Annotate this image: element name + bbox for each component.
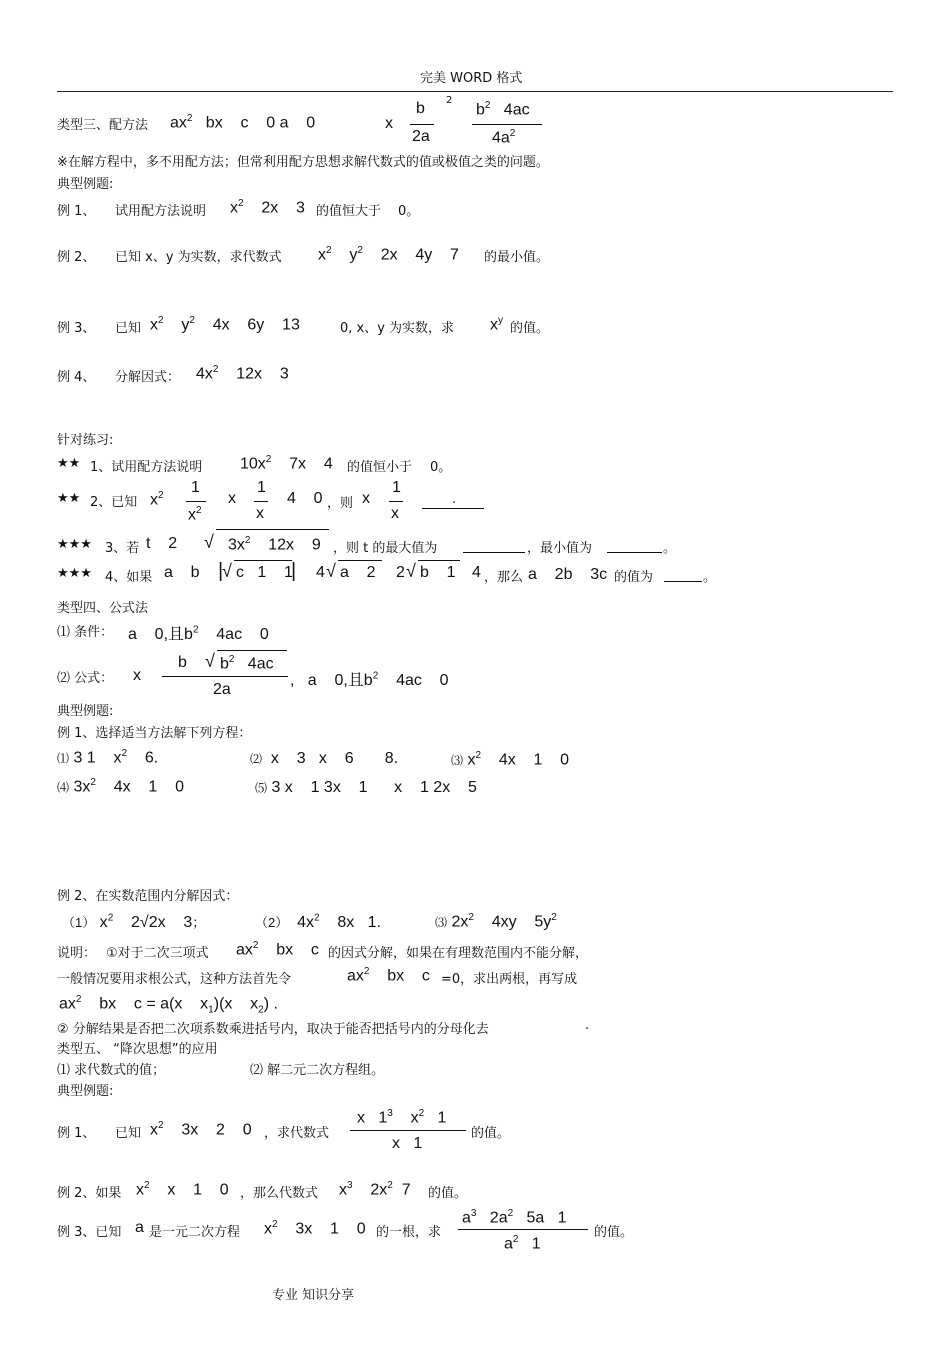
formula: , a 0,且$b^2$ 4ac 0 (290, 670, 449, 689)
example-text: 的值。 (471, 1126, 511, 1141)
equation-5: ⑸ 3 x 1 3x 1 x 1 2x 5 (255, 779, 477, 796)
formula: $ax^2$ bx c 0 a 0 (170, 113, 316, 132)
fraction-bar (389, 501, 403, 502)
stars: ★★★ (57, 566, 92, 581)
practice-text: ，最小值为 (527, 541, 593, 556)
formula: b (416, 100, 425, 117)
formula: b 1 (420, 564, 456, 581)
example-text: 的最小值。 (484, 250, 550, 265)
example-text: 的一根，求 (376, 1225, 442, 1240)
page-header: 完美 WORD 格式 (420, 71, 523, 86)
fraction-bar (186, 501, 206, 502)
fraction-bar (472, 124, 542, 125)
formula: x (385, 115, 393, 132)
radical-bar (338, 560, 382, 561)
radical-sign: √ (205, 651, 215, 671)
section-title: 类型五、 “降次思想”的应用 (57, 1042, 218, 1057)
stars: ★★★ (57, 537, 92, 552)
note-text: =0，求出两根，再写成 (441, 972, 578, 987)
formula: a 2 (340, 564, 376, 581)
example-label: 例 3、已知 (57, 1225, 122, 1240)
formula: | (218, 560, 224, 582)
fraction-bar (410, 124, 434, 125)
example-text: 的值。 (594, 1225, 634, 1240)
practice-text: 4、如果 (105, 570, 153, 585)
practice-text: ，那么 (484, 570, 524, 585)
formula: $b^2$ 4ac (220, 654, 274, 673)
page-footer: 专业 知识分享 (272, 1288, 355, 1303)
formula: x (362, 490, 370, 507)
example-text: 0。 (398, 204, 420, 219)
equation-4: ⑷ $3x^2$ 4x 1 0 (57, 777, 184, 796)
practice-text: 。 (703, 570, 717, 585)
answer-blank[interactable] (422, 508, 484, 509)
formula: 4 0 (287, 490, 323, 507)
formula: t 2 (146, 535, 178, 552)
note-text: 一般情况要用求根公式，这种方法首先令 (57, 972, 292, 987)
formula: $x^2$ 3x 1 0 (264, 1219, 366, 1238)
note-text: ② 分解结果是否把二次项系数乘进括号内，取决于能否把括号内的分母化去 (57, 1022, 489, 1037)
formula: x (391, 505, 399, 522)
note-text: ①对于二次三项式 (106, 946, 209, 961)
formula: 1 (392, 479, 401, 496)
practice-heading: 针对练习: (57, 433, 114, 448)
formula: $ax^2$ bx c (236, 940, 319, 959)
formula: $x^2$ $y^2$ 2x 4y 7 (318, 245, 459, 264)
example-label: 例 2、如果 (57, 1186, 122, 1201)
example-text: 分解因式： (115, 370, 181, 385)
practice-text: ，则 (327, 496, 354, 511)
note-label: 说明： (57, 946, 97, 961)
header-rule (57, 91, 893, 92)
examples-heading: 典型例题: (57, 1084, 114, 1099)
radical-sign: √ (204, 532, 214, 552)
formula: c 1 1 (236, 564, 293, 581)
fraction-bar (162, 676, 288, 677)
practice-text: ，则 t 的最大值为 (333, 541, 438, 556)
formula: $ax^2$ bx c = a(x $x_1)(x$ $x_2$) . (59, 994, 278, 1016)
formula: a 0,且$b^2$ 4ac 0 (128, 624, 269, 643)
radical-bar (418, 560, 460, 561)
formula: $x^2$ (150, 490, 164, 509)
equation-2: ⑵ x 3 x 6 8. (250, 750, 399, 767)
answer-blank[interactable] (664, 581, 702, 582)
formula: a b (164, 564, 200, 581)
formula: $a^2$ 1 (504, 1234, 541, 1253)
example-label: 例 2、 (57, 250, 96, 265)
application-item: ⑵ 解二元二次方程组。 (250, 1063, 385, 1078)
stars: ★★ (57, 456, 81, 471)
formula: 2a (213, 681, 231, 698)
formula: 2 (396, 564, 405, 581)
formula: $x^2$ (188, 505, 202, 524)
note-text: 的因式分解，如果在有理数范围内不能分解， (328, 946, 589, 961)
radical-bar (234, 560, 292, 561)
example-text: 的值。 (510, 321, 550, 336)
practice-text: 2、已知 (90, 495, 138, 510)
example-text: 的值恒大于 (316, 204, 382, 219)
formula: $x^2$ x 1 0 (136, 1180, 229, 1199)
fraction-bar (458, 1229, 588, 1230)
formula: x 1 (392, 1135, 423, 1152)
stars: ★★ (57, 491, 81, 506)
example-label: 例 4、 (57, 370, 96, 385)
practice-text: 。 (663, 541, 677, 556)
practice-text: 1、试用配方法说明 (90, 460, 203, 475)
examples-heading: 典型例题: (57, 704, 114, 719)
formula: 1 (257, 479, 266, 496)
formula: $4a^2$ (492, 128, 516, 147)
condition-label: ⑴ 条件： (57, 625, 114, 640)
example-text: 已知 (115, 1126, 142, 1141)
formula: 1 (191, 479, 200, 496)
factor-2: （2） $4x^2$ 8x 1. (255, 912, 381, 931)
formula: 4 (316, 564, 325, 581)
formula: x (256, 505, 264, 522)
formula: 2 (446, 95, 453, 106)
radical-sign: √ (326, 561, 336, 581)
formula: $3x^2$ 12x 9 (228, 535, 321, 554)
example-label: 例 1、 (57, 1126, 96, 1141)
practice-text: 3、若 (105, 541, 140, 556)
example-text: 已知 x、y 为实数，求代数式 (115, 250, 282, 265)
example-label: 例 3、 (57, 321, 96, 336)
example-text: 是一元二次方程 (149, 1225, 241, 1240)
formula: 4 (472, 564, 481, 581)
example-title: 例 2、在实数范围内分解因式： (57, 889, 239, 904)
formula: | (291, 560, 297, 582)
example-text: ，那么代数式 (240, 1186, 319, 1201)
equation-3: ⑶ $x^2$ 4x 1 0 (451, 750, 570, 769)
formula: a 2b 3c (528, 566, 608, 583)
example-text: ，求代数式 (264, 1126, 330, 1141)
example-text: 已知 (115, 321, 142, 336)
example-text: 0, x、y 为实数，求 (340, 321, 455, 336)
section-title: 类型三、配方法 (57, 118, 149, 133)
formula: x (133, 667, 141, 684)
formula: $b^2$ 4ac (476, 100, 530, 119)
formula: $4x^2$ 12x 3 (196, 364, 289, 383)
example-label: 例 1、 (57, 204, 96, 219)
formula: $x^2$ 3x 2 0 (150, 1120, 252, 1139)
formula: x $1^3$ $x^2$ 1 (357, 1108, 447, 1127)
fraction-bar (350, 1130, 466, 1131)
formula: $x^3$ $2x^2$ 7 (339, 1180, 411, 1199)
practice-text: 的值恒小于 (347, 460, 413, 475)
formula: $a^3$ $2a^2$ 5a 1 (462, 1208, 567, 1227)
practice-text: . (452, 492, 457, 507)
application-item: ⑴ 求代数式的值； (57, 1063, 166, 1078)
examples-heading: 典型例题: (57, 177, 114, 192)
radical-sign: √ (222, 561, 232, 581)
example-text: 试用配方法说明 (115, 204, 207, 219)
note: ※在解方程中，多不用配方法；但常利用配方思想求解代数式的值或极值之类的问题。 (57, 155, 549, 170)
formula-label: ⑵ 公式： (57, 671, 114, 686)
formula: $x^2$ $y^2$ 4x 6y 13 (150, 315, 300, 334)
formula: b (178, 654, 187, 671)
example-title: 例 1、选择适当方法解下列方程： (57, 726, 252, 741)
radical-sign: √ (406, 561, 416, 581)
answer-blank[interactable] (463, 552, 525, 553)
formula: x (228, 490, 236, 507)
factor-1: （1） $x^2$ 2√2x 3； (62, 912, 206, 931)
fraction-bar (254, 501, 268, 502)
practice-text: 的值为 (614, 570, 654, 585)
formula: $10x^2$ 7x 4 (240, 454, 333, 473)
formula: $ax^2$ bx c (347, 966, 430, 985)
practice-text: 0。 (430, 460, 452, 475)
note-text: . (585, 1018, 590, 1033)
formula: $x^2$ 2x 3 (230, 198, 305, 217)
example-text: 的值。 (428, 1186, 468, 1201)
factor-3: ⑶ $2x^2$ 4xy $5y^2$ (435, 912, 557, 931)
formula: a (135, 1219, 144, 1236)
equation-1: ⑴ 3 1 $x^2$ 6. (57, 748, 159, 767)
answer-blank[interactable] (607, 552, 662, 553)
section-title: 类型四、公式法 (57, 601, 149, 616)
radical-bar (216, 529, 329, 530)
formula: 2a (412, 128, 430, 145)
formula: $x^y$ (490, 315, 503, 334)
radical-bar (217, 650, 287, 651)
